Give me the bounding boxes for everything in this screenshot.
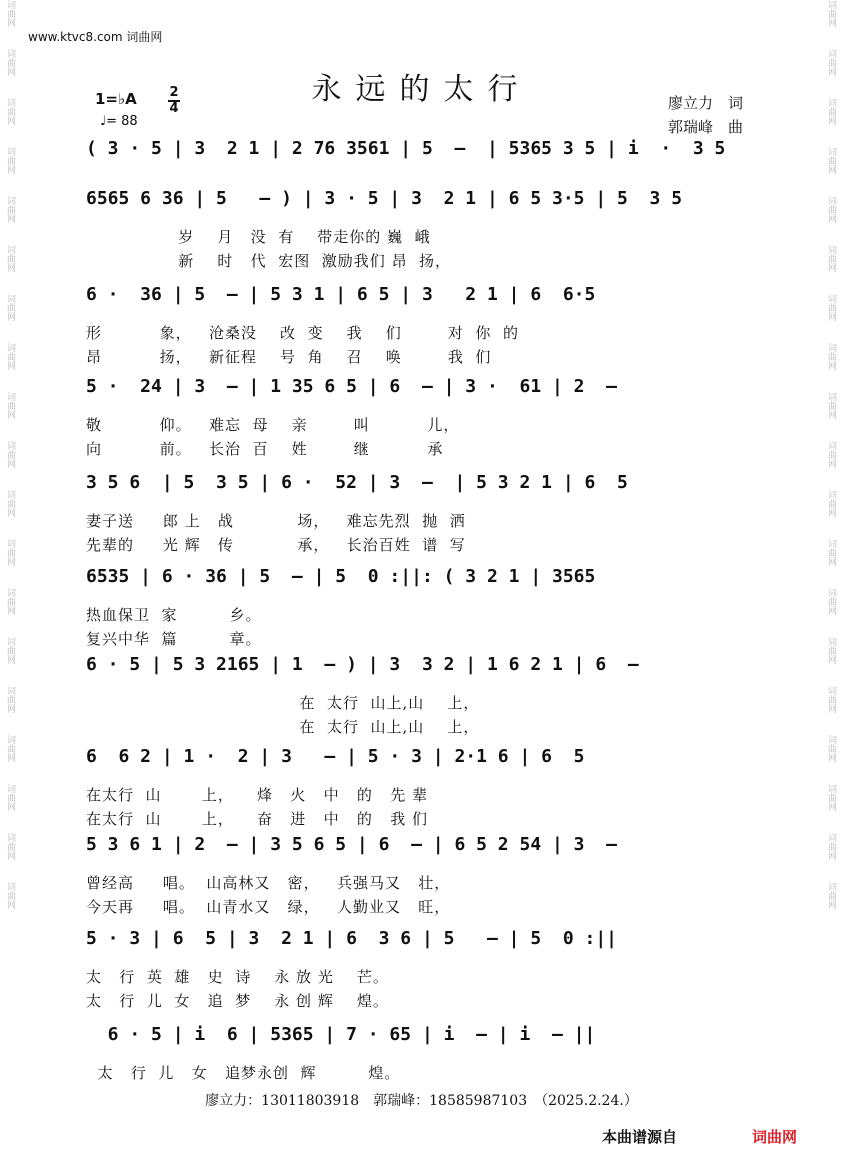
notation-row: 6 · 36 | 5 – | 5 3 1 | 6 5 | 3 2 1 | 6 6·5	[86, 284, 596, 305]
watermark-text: 词曲网	[5, 392, 15, 419]
staff-line	[86, 922, 756, 1032]
watermark-text: 词曲网	[5, 196, 15, 223]
notation-row: 6 6 2 | 1 · 2 | 3 – | 5 · 3 | 2·1 6 | 6 5	[86, 746, 585, 767]
lyric-verse-2: 在 太行 山上,山 上，	[86, 718, 480, 736]
watermark-text: 词曲网	[826, 833, 836, 860]
lyric-verse-2: 太 行 儿 女 追 梦 永 创 辉 煌。	[86, 992, 389, 1010]
notation-row: ( 3 · 5 | 3 2 1 | 2 76 3561 | 5 – | 5365 3 5 | i · 3 5	[86, 138, 726, 159]
watermark-text: 词曲网	[826, 49, 836, 76]
notation-row: 6 · 5 | i 6 | 5365 | 7 · 65 | i – | i – ||	[86, 1024, 596, 1045]
watermark-text: 词曲网	[5, 49, 15, 76]
watermark-text: 词曲网	[826, 0, 836, 27]
watermark-text: 词曲网	[826, 588, 836, 615]
lyric-verse-1: 曾经高 唱。 山高林又 密， 兵强马又 壮，	[86, 874, 451, 892]
time-top: 2	[169, 85, 179, 100]
notation-row: 3 5 6 | 5 3 5 | 6 · 52 | 3 – | 5 3 2 1 | 6 5	[86, 472, 628, 493]
lyric-verse-1: 妻子送 郎 上 战 场， 难忘先烈 抛 洒	[86, 512, 466, 530]
lyric-verse-1: 在 太行 山上,山 上，	[86, 694, 480, 712]
staff-line	[86, 370, 756, 480]
time-signature	[168, 86, 180, 116]
watermark-text: 词曲网	[826, 294, 836, 321]
lyric-verse-1: 太 行 儿 女 追梦永创 辉 煌。	[86, 1064, 401, 1082]
lyric-verse-1: 在太行 山 上， 烽 火 中 的 先 辈	[86, 786, 428, 804]
watermark-text: 词曲网	[826, 882, 836, 909]
watermark-text: 词曲网	[826, 343, 836, 370]
staff-line	[86, 1018, 756, 1128]
watermark-text: 词曲网	[826, 245, 836, 272]
watermark-text: 词曲网	[826, 539, 836, 566]
watermark-text: 词曲网	[5, 147, 15, 174]
lyric-verse-2: 新 时 代 宏图 激励我们 昂 扬，	[86, 252, 452, 270]
watermark-text: 词曲网	[5, 588, 15, 615]
watermark-text: 词曲网	[5, 539, 15, 566]
notation-row: 5 · 3 | 6 5 | 3 2 1 | 6 3 6 | 5 – | 5 0 :||	[86, 928, 618, 949]
lyric-verse-1: 形 象， 沧桑没 改 变 我 们 对 你 的	[86, 324, 519, 342]
site-header[interactable]: www.ktvc8.com 词曲网	[28, 30, 163, 44]
notation-row: 5 3 6 1 | 2 – | 3 5 6 5 | 6 – | 6 5 2 54 | 3 –	[86, 834, 618, 855]
watermark-text: 词曲网	[826, 392, 836, 419]
source-label: 本曲谱源自	[602, 1128, 678, 1146]
watermark-text: 词曲网	[5, 0, 15, 27]
lyric-verse-2: 今天再 唱。 山青水又 绿， 人勤业又 旺，	[86, 898, 451, 916]
watermark-text: 词曲网	[826, 490, 836, 517]
song-title: 永远的太行	[311, 72, 532, 107]
watermark-text: 词曲网	[826, 686, 836, 713]
watermark-text: 词曲网	[826, 147, 836, 174]
lyric-verse-2: 复兴中华 篇 章。	[86, 630, 262, 648]
watermark-text: 词曲网	[5, 98, 15, 125]
lyric-verse-1: 岁 月 没 有 带走你的 巍 峨	[86, 228, 431, 246]
notation-row: 6535 | 6 · 36 | 5 – | 5 0 :||: ( 3 2 1 | 3565	[86, 566, 596, 587]
lyric-verse-1: 太 行 英 雄 史 诗 永 放 光 芒。	[86, 968, 389, 986]
lyric-verse-1: 敬 仰。 难忘 母 亲 叫 儿，	[86, 416, 460, 434]
notation-row: 6565 6 36 | 5 – ) | 3 · 5 | 3 2 1 | 6 5 3·5 | 5 3 5	[86, 188, 683, 209]
watermark-text: 词曲网	[826, 441, 836, 468]
watermark-text: 词曲网	[826, 735, 836, 762]
lyric-verse-2: 先辈的 光 辉 传 承， 长治百姓 谱 写	[86, 536, 466, 554]
staff-line	[86, 182, 756, 292]
watermark-text: 词曲网	[5, 637, 15, 664]
watermark-text: 词曲网	[826, 98, 836, 125]
watermark-text: 词曲网	[5, 245, 15, 272]
watermark-text: 词曲网	[826, 637, 836, 664]
watermark-text: 词曲网	[5, 294, 15, 321]
watermark-left	[3, 0, 19, 931]
lyric-verse-1: 热血保卫 家 乡。	[86, 606, 262, 624]
key-signature: 1=♭A	[95, 90, 137, 108]
lyric-verse-2: 在太行 山 上， 奋 进 中 的 我 们	[86, 810, 428, 828]
watermark-text: 词曲网	[5, 833, 15, 860]
brand-logo-text[interactable]: 词曲网	[752, 1128, 798, 1146]
watermark-text: 词曲网	[5, 882, 15, 909]
watermark-text: 词曲网	[5, 735, 15, 762]
watermark-text: 词曲网	[5, 343, 15, 370]
watermark-text: 词曲网	[5, 490, 15, 517]
tempo-marking: ♩= 88	[100, 114, 138, 129]
watermark-text: 词曲网	[5, 686, 15, 713]
lyric-verse-2: 昂 扬， 新征程 号 角 召 唤 我 们	[86, 348, 492, 366]
lyricist-credit: 廖立力 词	[668, 94, 744, 112]
time-bottom: 4	[169, 101, 179, 116]
watermark-text: 词曲网	[826, 196, 836, 223]
watermark-right	[824, 0, 840, 931]
notation-row: 5 · 24 | 3 – | 1 35 6 5 | 6 – | 3 · 61 | 2 –	[86, 376, 618, 397]
composer-credit: 郭瑞峰 曲	[668, 118, 744, 136]
watermark-text: 词曲网	[5, 784, 15, 811]
watermark-text: 词曲网	[826, 784, 836, 811]
notation-row: 6 · 5 | 5 3 2165 | 1 – ) | 3 3 2 | 1 6 2 1 | 6 –	[86, 654, 639, 675]
watermark-text: 词曲网	[5, 441, 15, 468]
contact-footer: 廖立力：13011803918 郭瑞峰：18585987103 （2025.2.24.）	[205, 1093, 638, 1109]
lyric-verse-2: 向 前。 长治 百 姓 继 承	[86, 440, 444, 458]
